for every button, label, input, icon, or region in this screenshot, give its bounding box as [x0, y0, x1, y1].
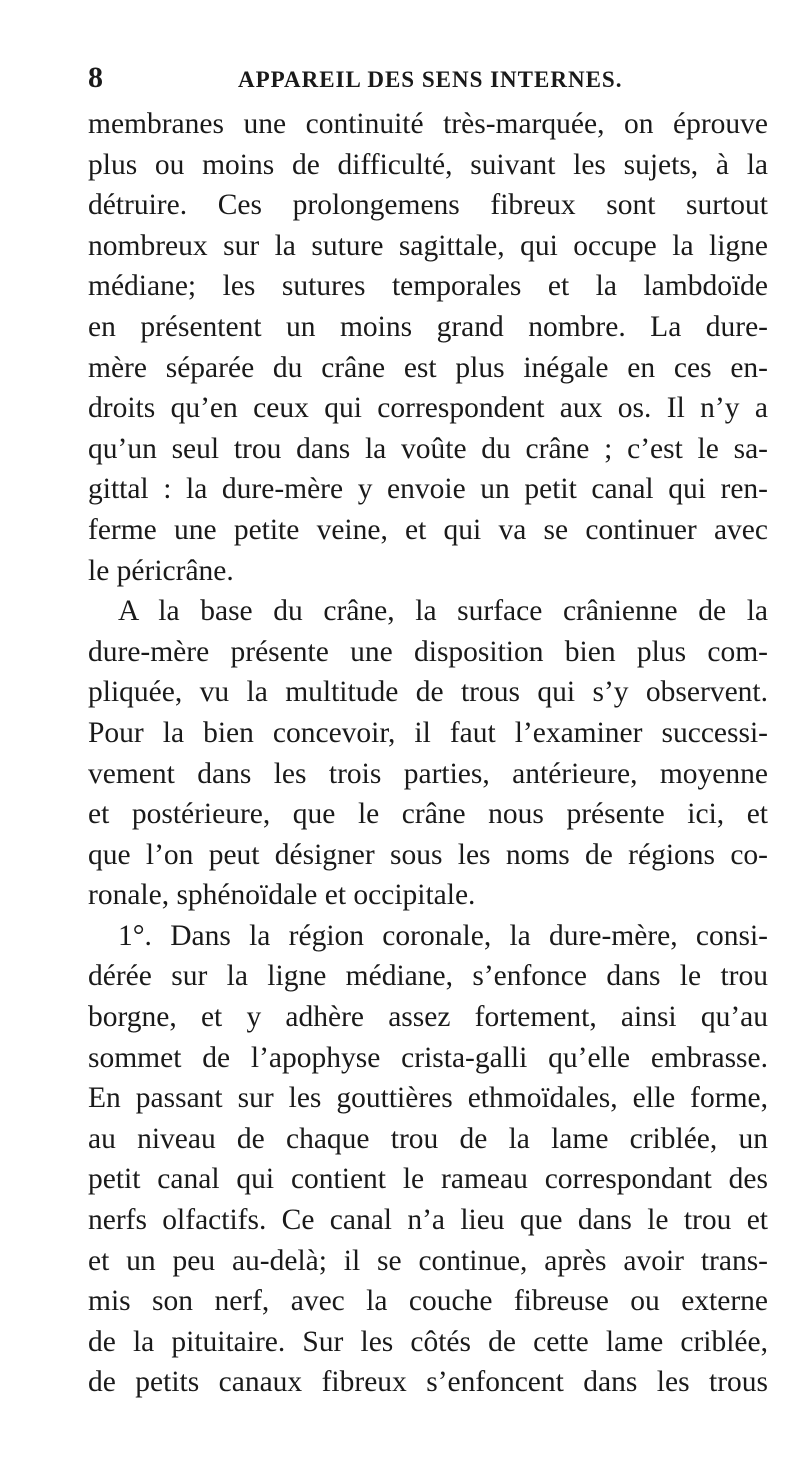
text-line: sommet de l’apophyse crista-galli qu’elle embrasse. — [88, 1041, 768, 1074]
paragraph-start-line: A la base du crâne, la surface crânienne de la — [118, 595, 768, 628]
text-line: en présentent un moins grand nombre. La dure- — [88, 310, 768, 343]
running-title: APPAREIL DES SENS INTERNES. — [238, 67, 623, 92]
text-line: membranes une continuité très-marquée, on éprouve — [88, 108, 768, 140]
text-line: et postérieure, que le crâne nous présente ici, et — [88, 798, 768, 831]
text-line: En passant sur les gouttières ethmoïdales, elle forme, — [88, 1082, 768, 1115]
text-line: et un peu au-delà; il se continue, après avoir trans- — [88, 1244, 768, 1277]
body-text — [88, 104, 768, 1403]
text-line: nerfs olfactifs. Ce canal n’a lieu que dans le trou et — [88, 1204, 768, 1237]
text-line: de petits canaux fibreux s’enfoncent dans les trous — [88, 1366, 768, 1399]
text-line: Pour la bien concevoir, il faut l’examiner successi- — [88, 716, 768, 749]
text-line: dure-mère présente une disposition bien plus com- — [88, 635, 768, 668]
text-line: droits qu’en ceux qui correspondent aux os. Il n’y a — [88, 392, 768, 425]
text-line: petit canal qui contient le rameau correspondant des — [88, 1163, 768, 1196]
text-line: mis son nerf, avec la couche fibreuse ou externe — [88, 1285, 768, 1318]
text-line: de la pituitaire. Sur les côtés de cette lame criblée, — [88, 1325, 768, 1358]
text-line: plus ou moins de difficulté, suivant les sujets, à la — [88, 148, 768, 181]
page-number: 8 — [88, 61, 103, 94]
paragraph-start-line: 1°. Dans la région coronale, la dure-mère, consi- — [118, 919, 768, 952]
text-line: pliquée, vu la multitude de trous qui s’y observent. — [88, 676, 768, 709]
text-line: borgne, et y adhère assez fortement, ainsi qu’au — [88, 1001, 768, 1034]
text-line: nombreux sur la suture sagittale, qui occupe la ligne — [88, 229, 768, 262]
text-line: vement dans les trois parties, antérieure, moyenne — [88, 757, 768, 790]
text-line: dérée sur la ligne médiane, s’enfonce dans le trou — [88, 960, 768, 993]
text-line: détruire. Ces prolongemens fibreux sont surtout — [88, 189, 768, 222]
text-line: ferme une petite veine, et qui va se continuer avec — [88, 513, 768, 546]
paragraph-end-line: ronale, sphénoïdale et occipitale. — [88, 879, 476, 912]
paragraph-end-line: le péricrâne. — [88, 554, 234, 587]
text-line: que l’on peut désigner sous les noms de régions co- — [88, 838, 768, 871]
text-line: mère séparée du crâne est plus inégale en ces en- — [88, 351, 768, 384]
text-line: qu’un seul trou dans la voûte du crâne ; c’est le sa- — [88, 432, 768, 465]
text-line: gittal : la dure-mère y envoie un petit canal qui ren- — [88, 473, 768, 506]
page-header — [88, 58, 738, 98]
text-line: au niveau de chaque trou de la lame criblée, un — [88, 1122, 768, 1155]
text-line: médiane; les sutures temporales et la lambdoïde — [88, 270, 768, 303]
